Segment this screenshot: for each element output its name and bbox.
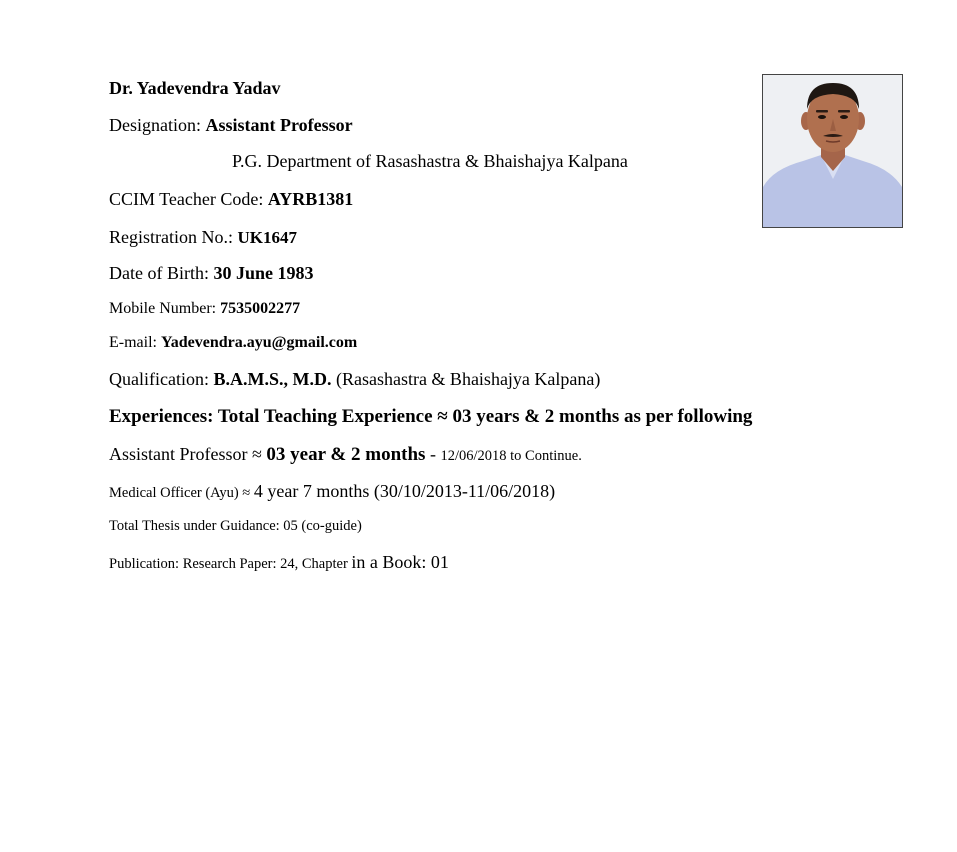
qualification-value: B.A.M.S., M.D. xyxy=(213,369,332,389)
publication-label: Publication: Research Paper: 24, Chapter xyxy=(109,556,352,572)
assistant-professor-dates: 12/06/2018 to Continue. xyxy=(440,448,582,464)
medical-officer-detail: 4 year 7 months (30/10/2013-11/06/2018) xyxy=(253,481,556,501)
medical-officer-label: Medical Officer (Ayu) ≈ xyxy=(109,485,254,501)
right-eyebrow xyxy=(838,110,850,113)
assistant-professor-dash: - xyxy=(425,444,441,464)
publication-rest: in a Book: 01 xyxy=(351,552,449,572)
department-line: P.G. Department of Rasashastra & Bhaishajya Kalpana xyxy=(232,151,628,171)
ccim-code-row xyxy=(109,190,353,208)
dob-label: Date of Birth: xyxy=(109,263,214,283)
portrait-photo-icon xyxy=(763,75,902,227)
designation-label: Designation: xyxy=(109,115,206,135)
designation-value: Assistant Professor xyxy=(205,115,353,135)
registration-label: Registration No.: xyxy=(109,227,238,247)
email-value: Yadevendra.ayu@gmail.com xyxy=(160,334,358,351)
registration-row xyxy=(109,228,297,247)
mobile-row xyxy=(109,301,300,317)
left-eyebrow xyxy=(816,110,828,113)
right-eye xyxy=(840,115,848,119)
designation-row xyxy=(109,116,353,134)
profile-photo xyxy=(762,74,903,228)
faculty-name: Dr. Yadevendra Yadav xyxy=(109,78,281,98)
ccim-code-value: AYRB1381 xyxy=(267,189,354,209)
assistant-professor-duration: 03 year & 2 months xyxy=(266,444,426,465)
qualification-row xyxy=(109,370,600,388)
ccim-code-label: CCIM Teacher Code: xyxy=(109,189,268,209)
dob-value: 30 June 1983 xyxy=(213,263,314,283)
email-label: E-mail: xyxy=(109,334,161,351)
thesis-row: Total Thesis under Guidance: 05 (co-guide) xyxy=(109,518,362,534)
email-row xyxy=(109,335,357,351)
registration-value: UK1647 xyxy=(237,228,297,247)
qualification-detail: (Rasashastra & Bhaishajya Kalpana) xyxy=(331,369,601,389)
left-eye xyxy=(818,115,826,119)
mobile-value: 7535002277 xyxy=(220,300,301,317)
publication-row xyxy=(109,553,449,572)
assistant-professor-row xyxy=(109,445,582,464)
assistant-professor-label: Assistant Professor ≈ xyxy=(109,444,267,464)
medical-officer-row xyxy=(109,482,555,501)
qualification-label: Qualification: xyxy=(109,369,214,389)
mobile-label: Mobile Number: xyxy=(109,300,221,317)
dob-row xyxy=(109,264,314,282)
experiences-heading: Experiences: Total Teaching Experience ≈ 03 years & 2 months as per following xyxy=(109,406,753,427)
